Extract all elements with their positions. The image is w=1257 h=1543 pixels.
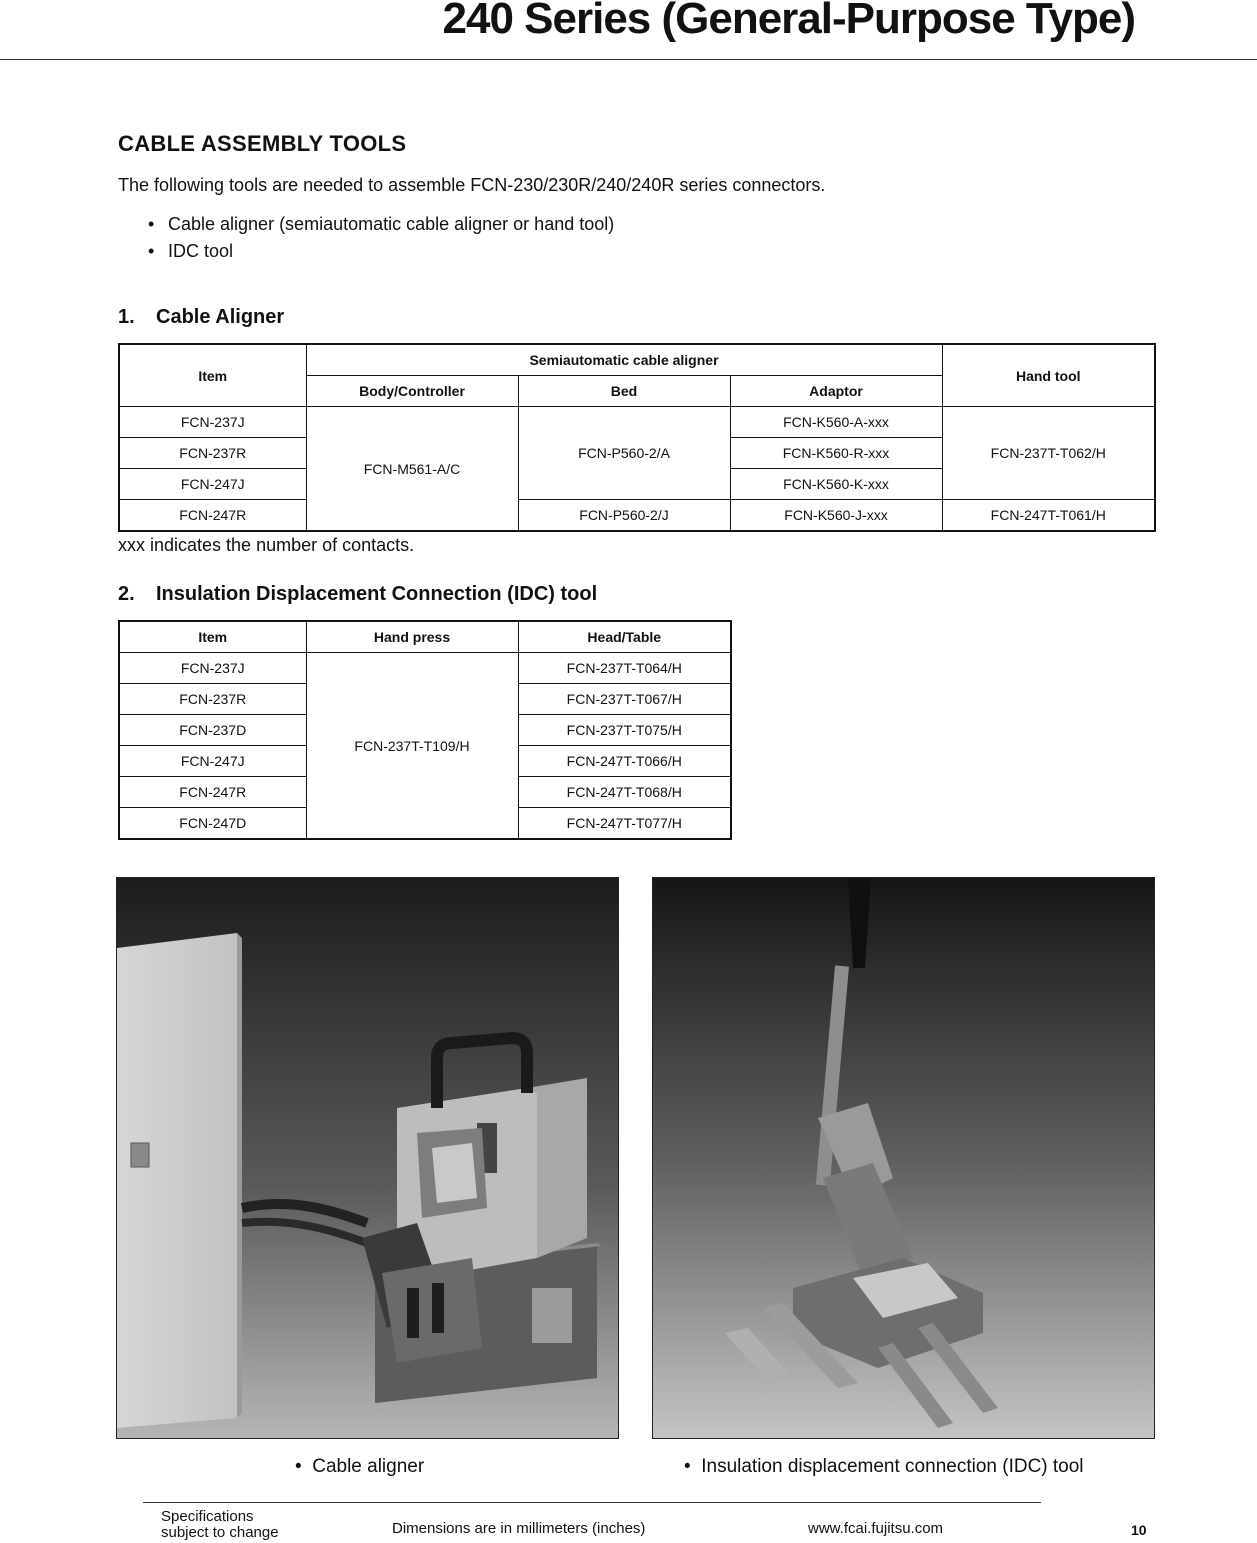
item-cell: FCN-237R xyxy=(119,438,306,469)
section-heading: CABLE ASSEMBLY TOOLS xyxy=(118,131,407,156)
adaptor-cell: FCN-K560-J-xxx xyxy=(730,500,942,532)
head-table-cell: FCN-237T-T067/H xyxy=(518,684,731,715)
table-row xyxy=(119,407,1155,438)
header-adaptor: Adaptor xyxy=(730,376,942,407)
adaptor-cell: FCN-K560-R-xxx xyxy=(730,438,942,469)
head-table-cell: FCN-237T-T064/H xyxy=(518,653,731,684)
spec-line-1: Specifications xyxy=(161,1508,254,1525)
caption-text: Insulation displacement connection (IDC) tool xyxy=(701,1456,1084,1477)
intro-text: The following tools are needed to assemble FCN-230/230R/240/240R series connectors. xyxy=(118,175,826,195)
item-cell: FCN-247J xyxy=(119,469,306,500)
head-table-cell: FCN-247T-T066/H xyxy=(518,746,731,777)
item-cell: FCN-237D xyxy=(119,715,306,746)
head-table-cell: FCN-247T-T077/H xyxy=(518,808,731,840)
item-cell: FCN-237R xyxy=(119,684,306,715)
list-item xyxy=(148,212,614,239)
item-cell: FCN-237J xyxy=(119,653,306,684)
page-number: 10 xyxy=(1131,1522,1147,1538)
bullet-dot: • xyxy=(148,214,155,234)
page-title: 240 Series (General-Purpose Type) xyxy=(442,0,1135,43)
idc-tool-illustration xyxy=(653,878,1154,1438)
bullet-text: IDC tool xyxy=(168,241,234,261)
adaptor-cell: FCN-K560-K-xxx xyxy=(730,469,942,500)
bed-cell: FCN-P560-2/A xyxy=(518,407,730,500)
footer-dimensions: Dimensions are in millimeters (inches) xyxy=(392,1520,646,1537)
item-cell: FCN-237J xyxy=(119,407,306,438)
head-table-cell: FCN-247T-T068/H xyxy=(518,777,731,808)
footer-rule xyxy=(143,1502,1041,1503)
item-cell: FCN-247R xyxy=(119,777,306,808)
table-row xyxy=(119,653,731,684)
hand-tool-cell: FCN-247T-T061/H xyxy=(942,500,1155,532)
table-row xyxy=(119,500,1155,532)
header-body-controller: Body/Controller xyxy=(306,376,518,407)
header-rule xyxy=(0,59,1257,60)
contacts-note: xxx indicates the number of contacts. xyxy=(118,535,415,555)
section-number: 2. xyxy=(118,583,135,605)
header-semiauto: Semiautomatic cable aligner xyxy=(306,344,942,376)
bullet-dot: • xyxy=(148,241,155,261)
cable-aligner-heading xyxy=(118,306,284,329)
caption-bullet: • xyxy=(684,1456,691,1477)
caption-bullet: • xyxy=(295,1456,302,1477)
caption-text: Cable aligner xyxy=(312,1456,425,1477)
section-title: Cable Aligner xyxy=(156,306,285,328)
bed-cell: FCN-P560-2/J xyxy=(518,500,730,532)
cable-aligner-table xyxy=(118,343,1156,532)
adaptor-cell: FCN-K560-A-xxx xyxy=(730,407,942,438)
header-head-table: Head/Table xyxy=(518,621,731,653)
item-cell: FCN-247D xyxy=(119,808,306,840)
footer-website: www.fcai.fujitsu.com xyxy=(808,1520,944,1537)
section-number: 1. xyxy=(118,306,135,328)
head-table-cell: FCN-237T-T075/H xyxy=(518,715,731,746)
idc-tool-table xyxy=(118,620,732,840)
header-item: Item xyxy=(119,621,306,653)
header-hand-press: Hand press xyxy=(306,621,518,653)
idc-heading xyxy=(118,583,597,606)
hand-tool-cell: FCN-237T-T062/H xyxy=(942,407,1155,500)
cable-aligner-caption xyxy=(295,1456,424,1478)
cable-aligner-photo xyxy=(116,877,619,1439)
footer-spec-notice xyxy=(161,1509,279,1541)
tool-bullet-list xyxy=(148,212,614,266)
header-item: Item xyxy=(119,344,306,407)
body-controller-cell: FCN-M561-A/C xyxy=(306,407,518,532)
list-item xyxy=(148,239,614,266)
header-bed: Bed xyxy=(518,376,730,407)
idc-tool-photo xyxy=(652,877,1155,1439)
spec-line-2: subject to change xyxy=(161,1524,279,1541)
cable-aligner-illustration xyxy=(117,878,618,1438)
item-cell: FCN-247J xyxy=(119,746,306,777)
bullet-text: Cable aligner (semiautomatic cable aligner or hand tool) xyxy=(168,214,615,234)
item-cell: FCN-247R xyxy=(119,500,306,532)
section-title: Insulation Displacement Connection (IDC) tool xyxy=(156,583,598,605)
header-hand-tool: Hand tool xyxy=(942,344,1155,407)
idc-tool-caption xyxy=(684,1456,1084,1478)
hand-press-cell: FCN-237T-T109/H xyxy=(306,653,518,840)
